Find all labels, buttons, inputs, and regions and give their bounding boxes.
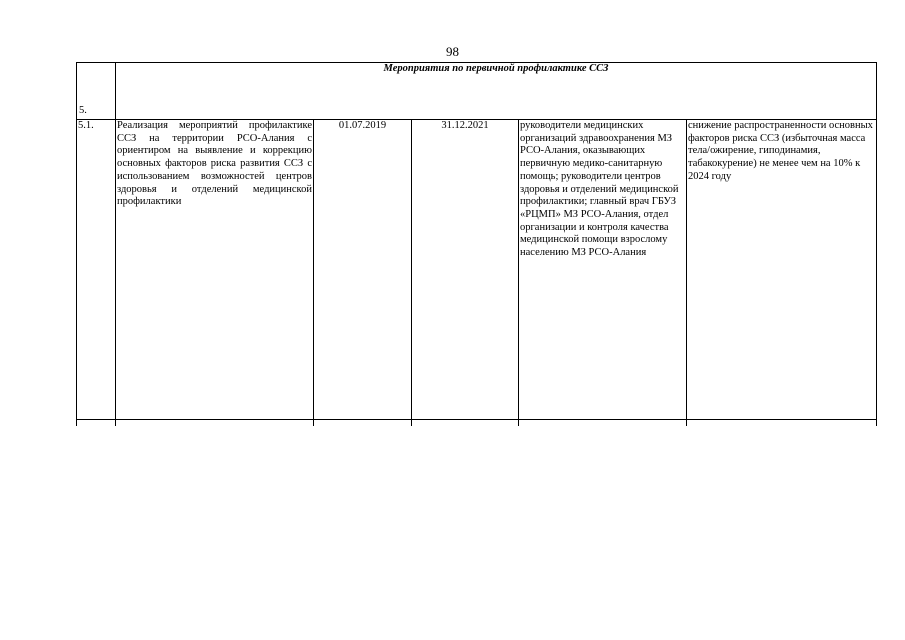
section-row bbox=[77, 63, 877, 120]
item-start-date: 01.07.2019 bbox=[314, 120, 412, 420]
section-number: 5. bbox=[79, 105, 87, 117]
section-title: Мероприятия по первичной профилактике ССЗ bbox=[116, 63, 877, 120]
page-number: 98 bbox=[446, 44, 459, 59]
item-description: Реализация мероприятий профилактике ССЗ на территории РСО-Алания с ориентиром на выявление и коррекцию основных факторов риска развития ССЗ с использованием возможностей центров здоровья и отделений медицинской профилактики bbox=[116, 120, 314, 420]
table-row bbox=[77, 120, 877, 420]
section-number-cell bbox=[77, 63, 116, 120]
item-end-date: 31.12.2021 bbox=[412, 120, 519, 420]
item-result: снижение распространенности основных факторов риска ССЗ (избыточная масса тела/ожирение, гиподинамия, табакокурение) не менее чем на 10% к 2024 году bbox=[687, 120, 877, 420]
item-responsible: руководители медицинских организаций здравоохранения МЗ РСО-Алания, оказывающих первичную медико-санитарную помощь; руководители центров здоровья и отделений медицинской профилактики; главный врач ГБУЗ «РЦМП» МЗ РСО-Алания, отдел организации и контроля качества медицинской помощи взрослому населению МЗ РСО-Алания bbox=[519, 120, 687, 420]
measures-table bbox=[76, 62, 877, 426]
table-continuation-row bbox=[77, 420, 877, 427]
item-number: 5.1. bbox=[77, 120, 116, 420]
